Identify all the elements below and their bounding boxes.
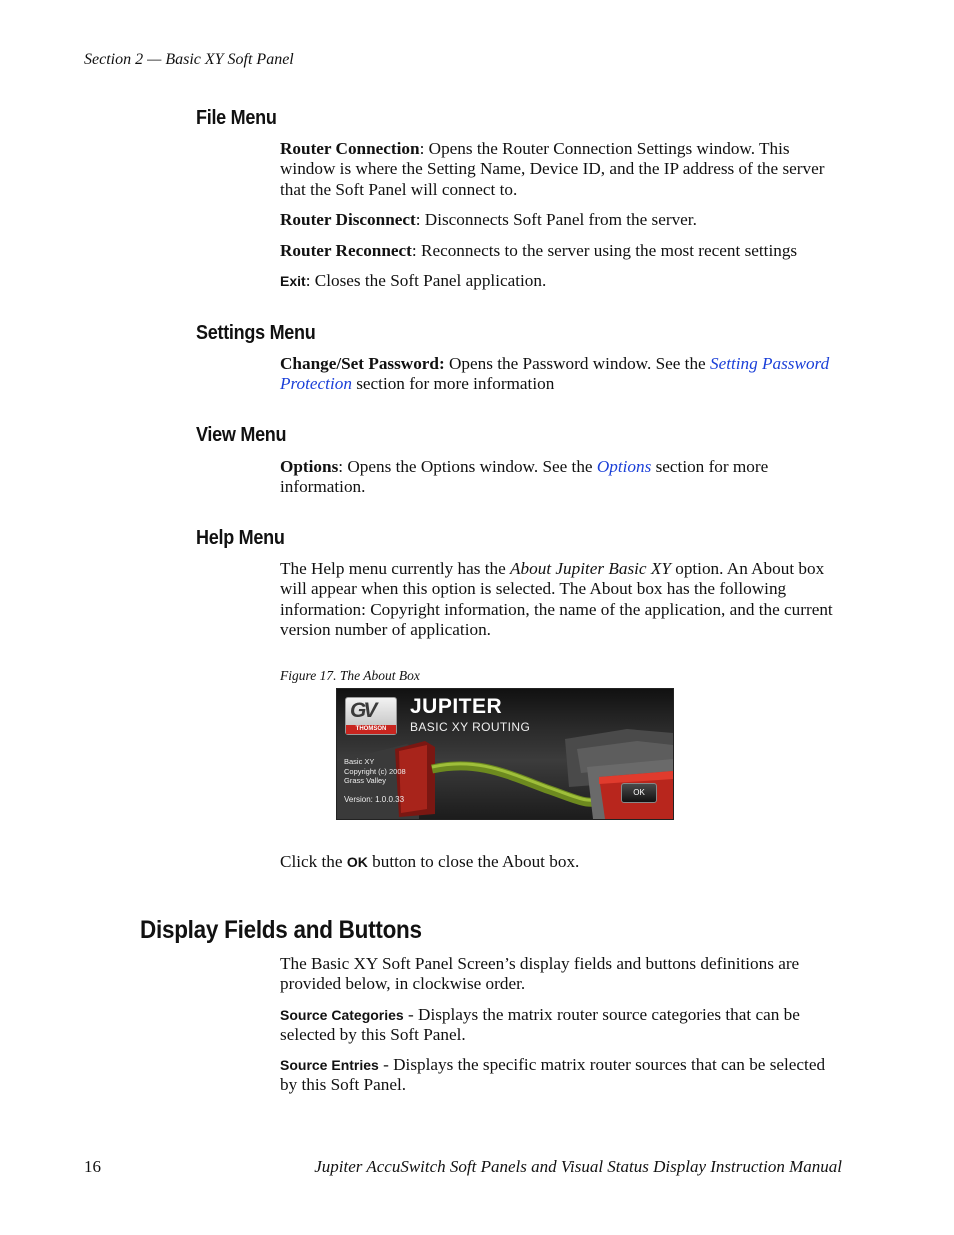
- text: button to close the About box.: [367, 852, 580, 871]
- text: option. An About box will appear when this option is selected. The About box has the following information: Copyright information, the name of the application, and the current version number of application.: [280, 559, 833, 639]
- page-number: 16: [84, 1157, 101, 1176]
- term: Source Categories: [280, 1007, 404, 1023]
- help-menu-paragraph: [280, 559, 842, 640]
- help-menu-heading: Help Menu: [196, 527, 285, 549]
- figure-caption: Figure 17. The About Box: [280, 668, 420, 683]
- view-menu-heading: View Menu: [196, 424, 287, 446]
- about-box-screenshot: [336, 688, 674, 820]
- text: Click the: [280, 852, 347, 871]
- running-header: Section 2 — Basic XY Soft Panel: [84, 51, 294, 68]
- options-link[interactable]: Options: [596, 457, 652, 476]
- exit-paragraph: [280, 271, 842, 291]
- logo-letters: GV: [350, 699, 375, 722]
- options-paragraph: [280, 457, 842, 498]
- router-connection-paragraph: [280, 139, 842, 200]
- about-ok-button[interactable]: OK: [621, 783, 657, 803]
- term: Change/Set Password:: [280, 354, 445, 373]
- term: Options: [280, 457, 339, 476]
- grass-valley-logo: [345, 697, 397, 735]
- emphasis: About Jupiter Basic XY: [510, 559, 671, 578]
- settings-menu-heading: Settings Menu: [196, 322, 316, 344]
- click-ok-paragraph: [280, 852, 842, 872]
- about-title: JUPITER: [410, 695, 503, 718]
- source-categories-paragraph: [280, 1005, 842, 1046]
- display-fields-heading: Display Fields and Buttons: [140, 916, 422, 944]
- footer-title: Jupiter AccuSwitch Soft Panels and Visual Status Display Instruction Manual: [314, 1157, 842, 1176]
- logo-brand: THOMSON: [346, 725, 396, 734]
- router-reconnect-paragraph: [280, 241, 842, 261]
- source-entries-paragraph: [280, 1055, 842, 1096]
- text: The Help menu currently has the: [280, 559, 511, 578]
- description: : Opens the Router Connection Settings window. This window is where the Setting Name, Device ID, and the IP address of the server that the Soft Panel will connect to.: [280, 139, 825, 199]
- term: Router Connection: [280, 139, 420, 158]
- description: : Closes the Soft Panel application.: [305, 271, 547, 290]
- description: : Disconnects Soft Panel from the server.: [415, 210, 697, 229]
- term: Exit: [280, 273, 306, 289]
- ok-button-reference: OK: [346, 854, 368, 870]
- description: section for more information: [351, 374, 555, 394]
- term: Source Entries: [280, 1057, 379, 1073]
- about-company: Grass Valley: [344, 776, 386, 785]
- setting-password-protection-link[interactable]: Setting Password Protection: [280, 354, 830, 394]
- file-menu-heading: File Menu: [196, 107, 277, 129]
- display-fields-intro: The Basic XY Soft Panel Screen’s display fields and buttons definitions are provided below, in clockwise order.: [280, 954, 800, 994]
- description: Opens the Password window. See the: [444, 354, 710, 373]
- description: : Reconnects to the server using the most recent settings: [411, 241, 798, 260]
- description: : Opens the Options window. See the: [338, 457, 597, 476]
- about-app-name: Basic XY: [344, 757, 375, 766]
- description: - Displays the matrix router source categories that can be selected by this Soft Panel.: [280, 1005, 800, 1045]
- change-password-paragraph: [280, 354, 842, 395]
- about-copyright: Copyright (c) 2008: [344, 767, 406, 776]
- about-version: Version: 1.0.0.33: [344, 795, 405, 804]
- description: section for more information.: [280, 457, 769, 497]
- router-disconnect-paragraph: [280, 210, 842, 230]
- about-subtitle: BASIC XY ROUTING: [410, 720, 531, 734]
- term: Router Disconnect: [280, 210, 416, 229]
- term: Router Reconnect: [280, 241, 412, 260]
- description: - Displays the specific matrix router sources that can be selected by this Soft Panel.: [280, 1055, 826, 1095]
